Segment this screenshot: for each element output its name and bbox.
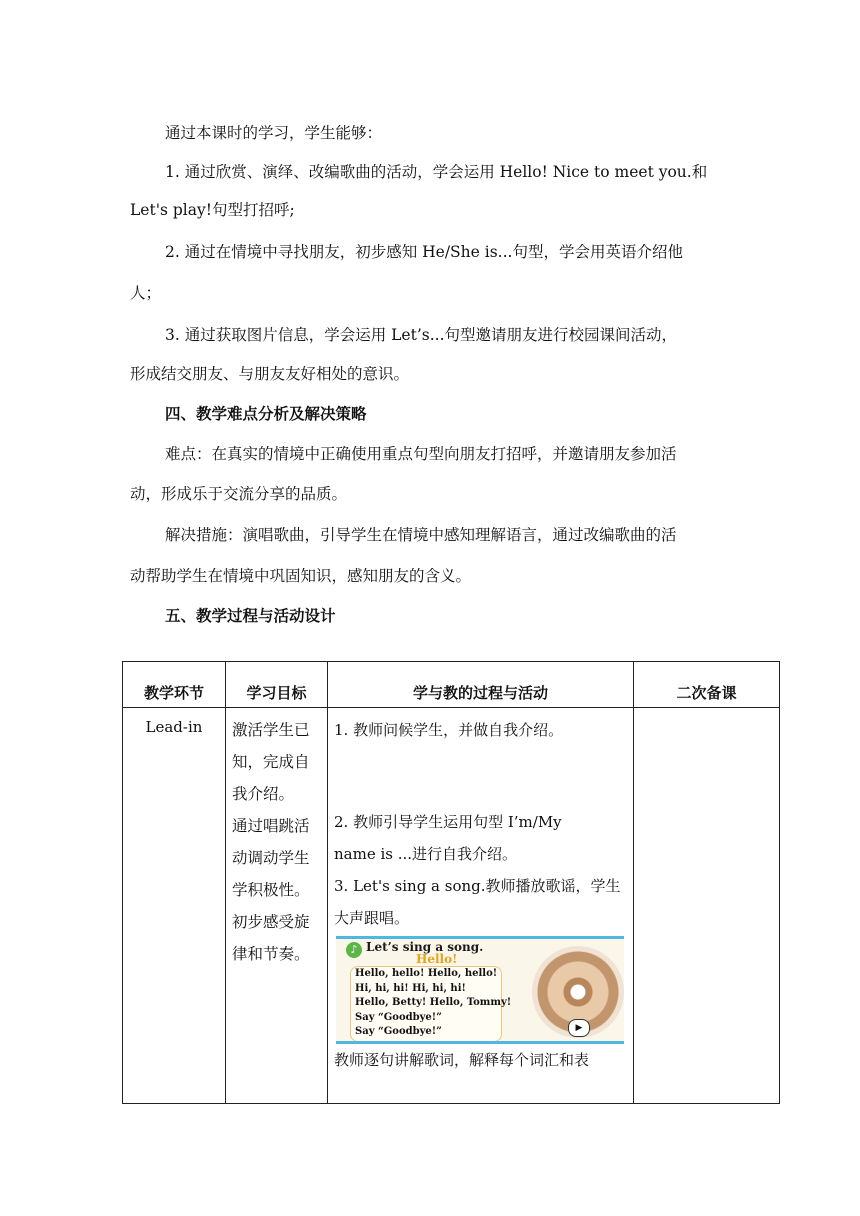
goal-cell (226, 708, 328, 1104)
song-title: Hello! (416, 952, 458, 966)
objective-2-line-1: 2. 通过在情境中寻找朋友，初步感知 He/She is...句型，学会用英语介绍他 (165, 243, 683, 261)
goal-line: 初步感受旋 (232, 913, 310, 931)
song-heading: Let’s sing a song. (366, 940, 484, 954)
header-stage: 教学环节 (123, 662, 226, 708)
music-note-icon: ♪ (346, 942, 362, 958)
play-icon[interactable]: ▶ (568, 1019, 590, 1037)
table-row (123, 708, 780, 1104)
goal-line: 我介绍。 (232, 785, 295, 803)
objective-1-line-2: Let's play!句型打招呼; (130, 201, 295, 219)
lyric-line: Hello, hello! Hello, hello! (355, 968, 498, 979)
stage-cell: Lead-in (123, 708, 226, 1104)
section-5-heading: 五、教学过程与活动设计 (165, 607, 336, 625)
solution-line-1: 解决措施：演唱歌曲，引导学生在情境中感知理解语言，通过改编歌曲的活 (165, 526, 677, 544)
objective-3-line-2: 形成结交朋友、与朋友友好相处的意识。 (130, 365, 410, 383)
step-3-explanation: 教师逐句讲解歌词，解释每个词汇和表 (334, 1051, 590, 1069)
goal-line: 学积极性。 (232, 881, 310, 899)
header-goal: 学习目标 (226, 662, 328, 708)
lyric-line: Say “Goodbye!” (355, 1026, 442, 1037)
process-cell (328, 708, 634, 1104)
lesson-process-table (122, 661, 780, 1104)
lyric-line: Say “Goodbye!” (355, 1011, 442, 1023)
divider (336, 1041, 624, 1044)
goal-line: 律和节奏。 (232, 945, 310, 963)
step-2-line-2: name is ...进行自我介绍。 (334, 845, 518, 863)
lyric-line: Hi, hi, hi! Hi, hi, hi! (355, 982, 466, 994)
divider (336, 936, 624, 939)
solution-line-2: 动帮助学生在情境中巩固知识，感知朋友的含义。 (130, 567, 472, 585)
revision-cell (634, 708, 780, 1104)
goal-line: 知，完成自 (232, 753, 310, 771)
section-4-heading: 四、教学难点分析及解决策略 (165, 405, 367, 423)
table-header-row (123, 662, 780, 708)
header-process: 学与教的过程与活动 (328, 662, 634, 708)
step-3-line-1: 3. Let's sing a song.教师播放歌谣，学生 (334, 877, 621, 895)
intro-text: 通过本课时的学习，学生能够： (165, 124, 383, 142)
objective-3-line-1: 3. 通过获取图片信息，学会运用 Let’s...句型邀请朋友进行校园课间活动， (165, 326, 678, 344)
step-2-line-1: 2. 教师引导学生运用句型 I’m/My (334, 813, 562, 831)
difficulty-line-2: 动，形成乐于交流分享的品质。 (130, 485, 348, 503)
lyrics-bubble (350, 966, 512, 1042)
step-1: 1. 教师问候学生，并做自我介绍。 (334, 721, 564, 739)
goal-line: 通过唱跳活 (232, 817, 310, 835)
step-3-line-2: 大声跟唱。 (334, 909, 410, 927)
header-revision: 二次备课 (634, 662, 780, 708)
objective-1-line-1: 1. 通过欣赏、演绎、改编歌曲的活动，学会运用 Hello! Nice to meet you.和 (165, 163, 708, 181)
goal-line: 激活学生已 (232, 721, 310, 739)
objective-2-line-2: 人； (130, 284, 162, 302)
difficulty-line-1: 难点：在真实的情境中正确使用重点句型向朋友打招呼，并邀请朋友参加活 (165, 445, 677, 463)
goal-line: 动调动学生 (232, 849, 310, 867)
spacer (334, 746, 629, 806)
song-illustration (336, 936, 624, 1044)
lyric-line: Hello, Betty! Hello, Tommy! (355, 997, 512, 1008)
